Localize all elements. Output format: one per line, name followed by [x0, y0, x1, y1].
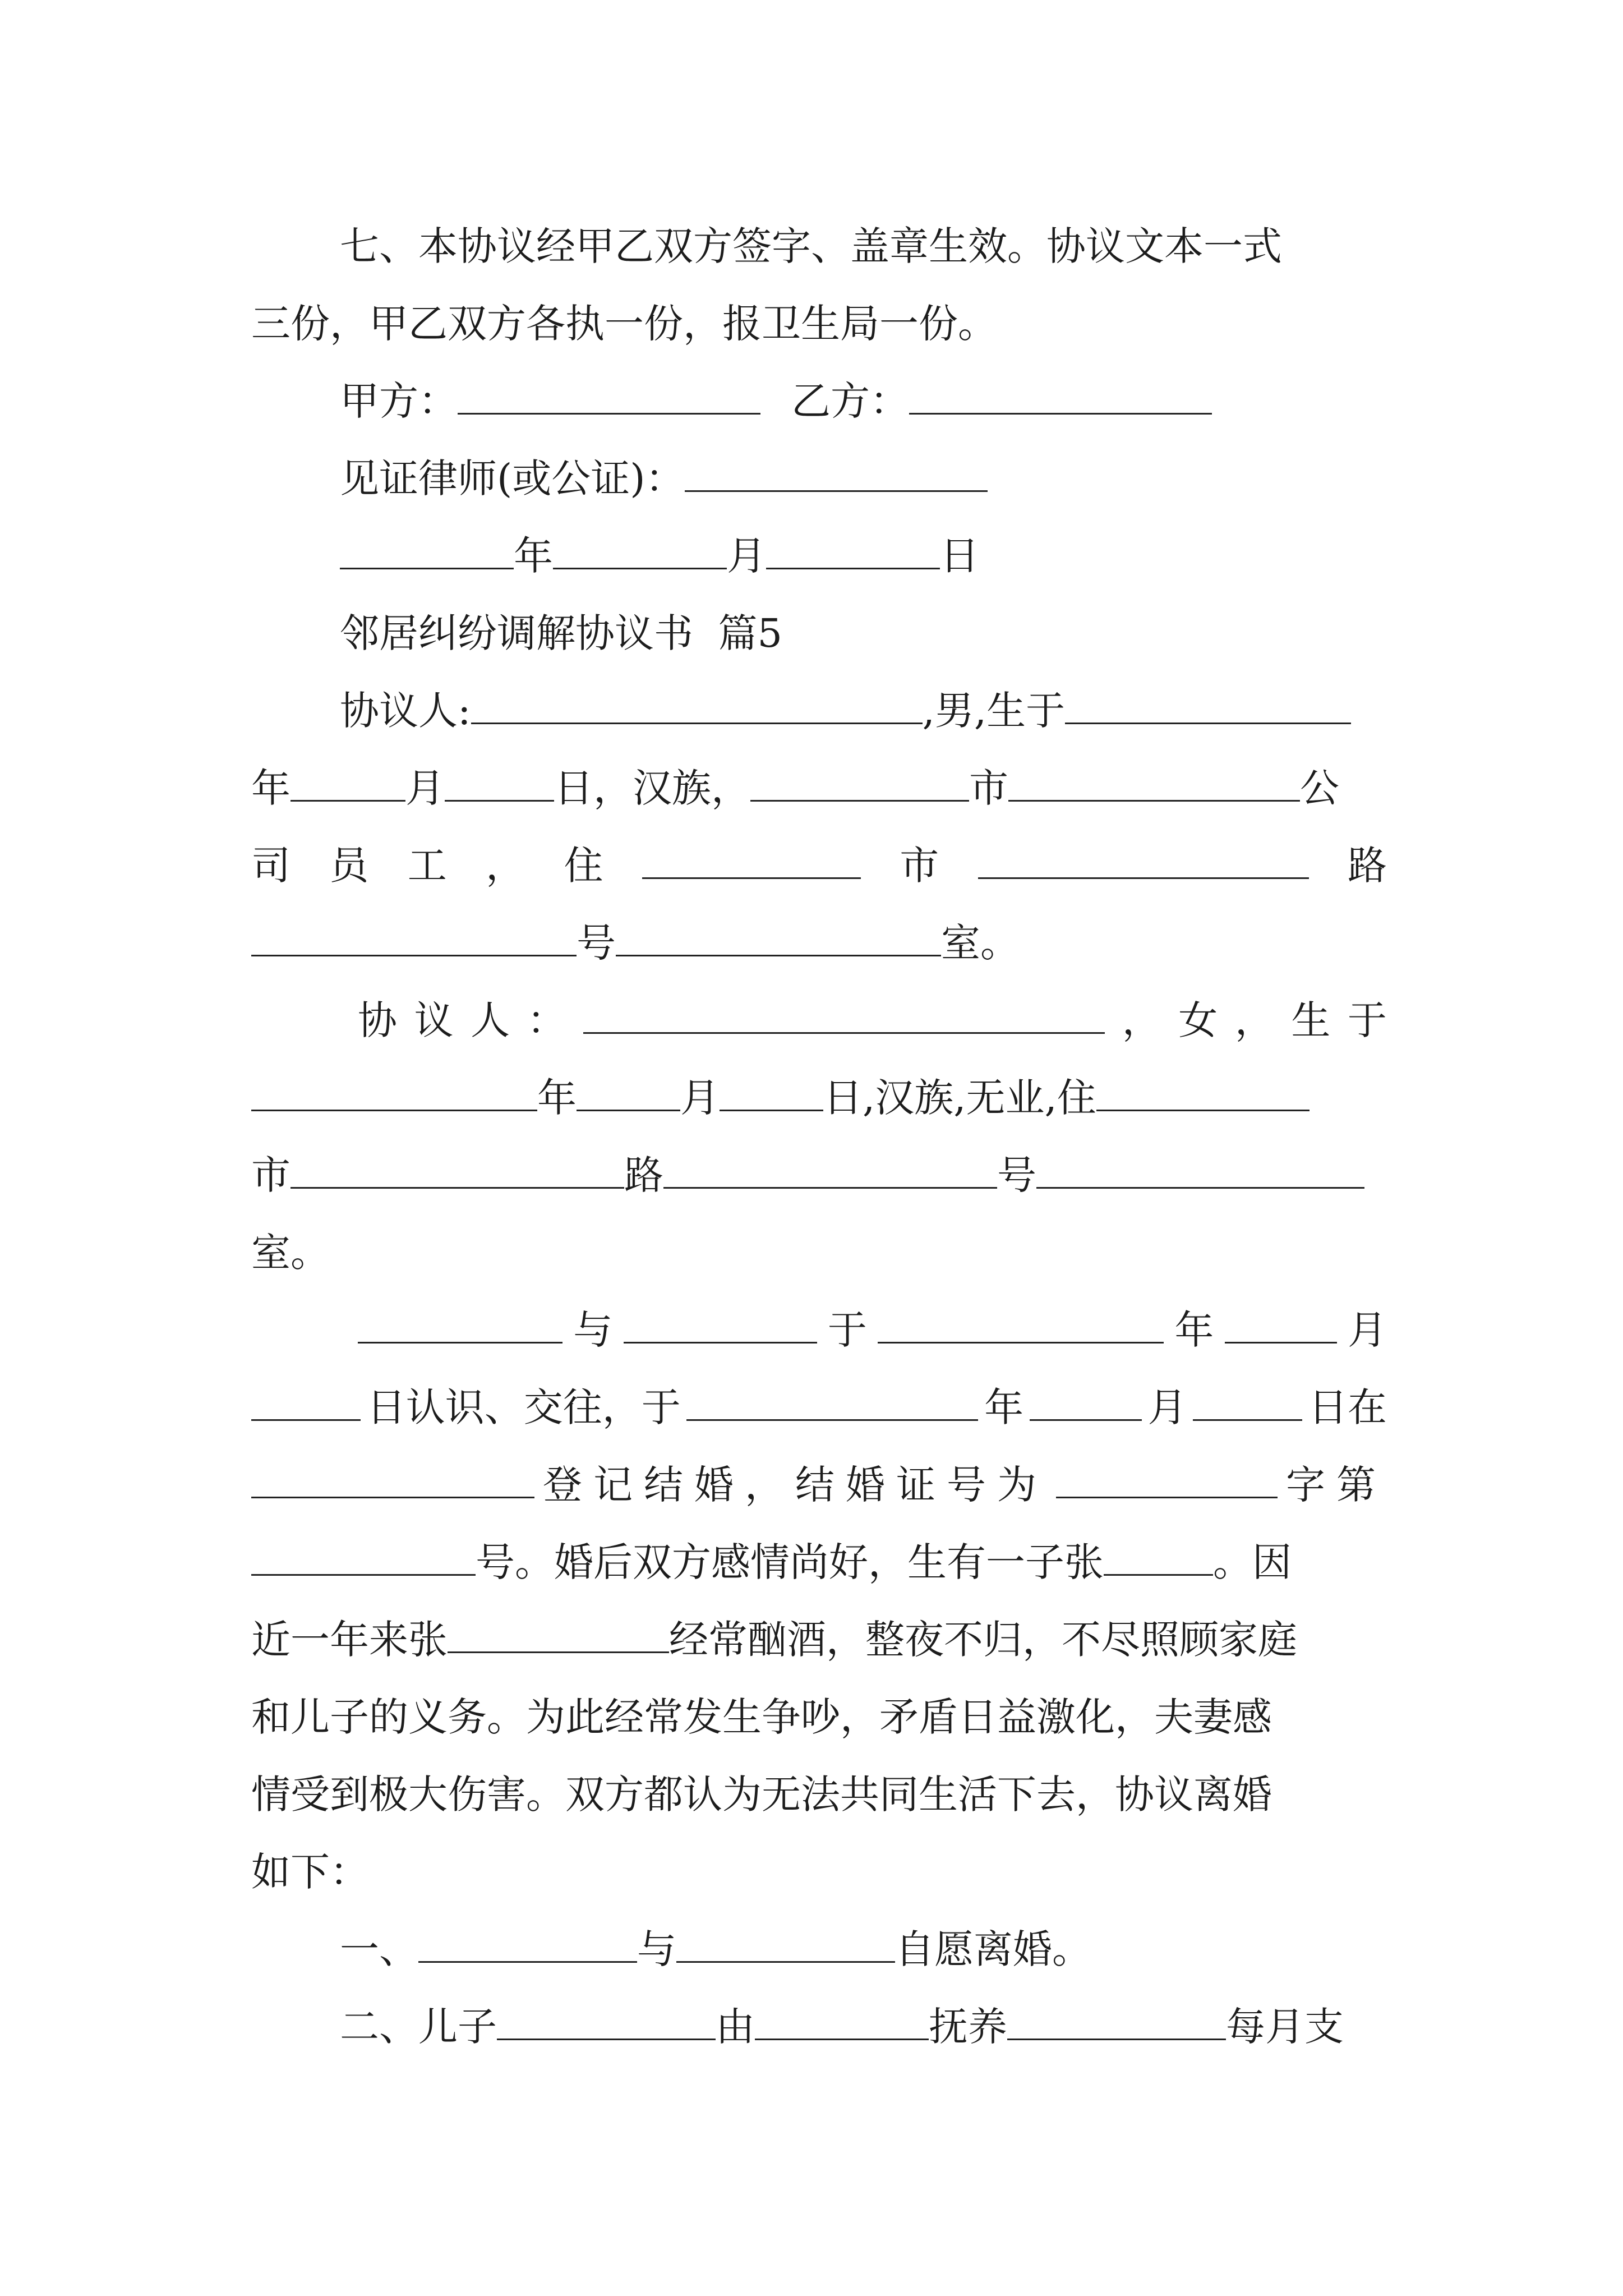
year-label: 年	[984, 1384, 1024, 1430]
char: 女	[1178, 997, 1218, 1043]
with-label: 与	[573, 1307, 613, 1353]
room-label: 室。	[251, 1230, 330, 1276]
char: ：	[527, 997, 566, 1043]
char: ，	[1122, 997, 1161, 1043]
number-label: 号	[997, 1152, 1036, 1198]
son-name-blank[interactable]	[1104, 1537, 1213, 1576]
text: 二、儿子	[340, 2004, 497, 2050]
cert-number-blank[interactable]	[251, 1537, 476, 1576]
text: 和儿子的义务。为此经常发生争吵，矛盾日益激化，夫妻感	[251, 1694, 1272, 1740]
party-b-blank[interactable]	[909, 376, 1212, 415]
number-label: 号	[577, 920, 616, 966]
room-label: 室。	[941, 920, 1020, 966]
party1-name-blank[interactable]	[471, 685, 923, 725]
item-two-line	[251, 1988, 1387, 2065]
number-blank[interactable]	[251, 918, 577, 957]
text: 一、	[340, 1926, 418, 1972]
road-label: 路	[1348, 843, 1387, 889]
residence-city-blank[interactable]	[642, 840, 861, 880]
road-blank[interactable]	[663, 1150, 997, 1189]
day-blank[interactable]	[720, 1073, 823, 1112]
char: 工	[407, 843, 447, 889]
party-a-label: 甲方：	[340, 378, 458, 424]
name-b-blank[interactable]	[624, 1305, 817, 1344]
text: 登记结婚，结婚证号为	[543, 1462, 1048, 1508]
body-line-5	[251, 1601, 1387, 1678]
witness-blank[interactable]	[685, 453, 988, 493]
text: 字第	[1286, 1462, 1387, 1508]
party1-label: 协议人:	[340, 688, 471, 734]
section-heading	[251, 595, 1387, 672]
body-line-8	[251, 1833, 1387, 1911]
number-blank[interactable]	[1036, 1150, 1364, 1189]
witness-line	[251, 440, 1387, 517]
marry-year-blank[interactable]	[686, 1382, 978, 1421]
clause-seven-line-1	[251, 208, 1387, 285]
body-line-6	[251, 1678, 1387, 1756]
text: 。因	[1213, 1539, 1292, 1585]
text: 经常酗酒，整夜不归，不尽照顾家庭	[669, 1617, 1297, 1663]
son-blank[interactable]	[497, 2001, 716, 2041]
month-label: 月	[1147, 1384, 1187, 1430]
party-b-label: 乙方：	[791, 378, 909, 424]
registry-blank[interactable]	[251, 1460, 534, 1499]
text: 近一年来张	[251, 1617, 448, 1663]
day-blank[interactable]	[445, 763, 554, 802]
residence-blank[interactable]	[1096, 1073, 1310, 1112]
month-label: 月	[727, 533, 766, 579]
guardian-blank[interactable]	[755, 2001, 929, 2041]
clause-seven-line-2	[251, 285, 1387, 362]
month-label: 月	[680, 1075, 720, 1121]
city-blank[interactable]	[291, 1150, 624, 1189]
party1-line-3	[251, 827, 1387, 904]
day-rest-label: 日,汉族,无业,住	[823, 1075, 1096, 1121]
city-label: 市	[900, 843, 939, 889]
body-line-4	[251, 1524, 1387, 1601]
char: 员	[329, 843, 369, 889]
party2-line-3	[251, 1137, 1387, 1214]
char: 住	[564, 843, 603, 889]
cert-prefix-blank[interactable]	[1056, 1460, 1278, 1499]
party2-name-blank[interactable]	[583, 995, 1105, 1034]
text: 如下：	[251, 1849, 369, 1895]
heading-text: 邻居纠纷调解协议书 篇5	[340, 610, 783, 656]
body-line-3	[251, 1446, 1387, 1524]
year-blank[interactable]	[340, 531, 514, 570]
char: ，	[1234, 997, 1274, 1043]
year-label: 年	[537, 1075, 577, 1121]
text: 每月支	[1226, 2004, 1344, 2050]
year-label: 年	[251, 765, 291, 811]
at-label: 于	[827, 1307, 867, 1353]
char: 协	[358, 997, 397, 1043]
text: 情受到极大伤害。双方都认为无法共同生活下去，协议离婚	[251, 1772, 1272, 1818]
name-a-blank[interactable]	[418, 1924, 637, 1963]
char: 于	[1347, 997, 1387, 1043]
body-line-1	[251, 1291, 1387, 1369]
char: 司	[251, 843, 291, 889]
name-b-blank[interactable]	[676, 1924, 895, 1963]
char: 生	[1291, 997, 1331, 1043]
text: 自愿离婚。	[895, 1926, 1091, 1972]
day-ethnic-label: 日，汉族，	[554, 765, 750, 811]
month-label: 月	[405, 765, 445, 811]
item-one-line	[251, 1911, 1387, 1988]
signature-parties-line	[251, 362, 1387, 440]
year-label: 年	[514, 533, 553, 579]
city-blank[interactable]	[750, 763, 969, 802]
char: ，	[486, 843, 525, 889]
payer-blank[interactable]	[1007, 2001, 1226, 2041]
day-blank[interactable]	[766, 531, 940, 570]
company-blank[interactable]	[1008, 763, 1300, 802]
name-a-blank[interactable]	[358, 1305, 562, 1344]
text: 由	[716, 2004, 755, 2050]
marry-month-blank[interactable]	[1030, 1382, 1142, 1421]
party1-birth-blank[interactable]	[1065, 685, 1351, 725]
body-line-2	[251, 1369, 1387, 1446]
document-page	[251, 208, 1387, 2065]
month-label: 月	[1347, 1307, 1387, 1353]
city-label: 市	[969, 765, 1008, 811]
birth-year-blank[interactable]	[251, 1073, 537, 1112]
marry-day-blank[interactable]	[1193, 1382, 1302, 1421]
company-char: 公	[1300, 765, 1339, 811]
char: 人	[471, 997, 510, 1043]
year-label: 年	[1174, 1307, 1214, 1353]
text: 日在	[1308, 1384, 1387, 1430]
month-blank[interactable]	[577, 1073, 680, 1112]
party1-line-2	[251, 749, 1387, 827]
meet-day-blank[interactable]	[251, 1382, 361, 1421]
party-a-blank[interactable]	[458, 376, 760, 415]
month-blank[interactable]	[553, 531, 727, 570]
room-blank[interactable]	[616, 918, 941, 957]
with-label: 与	[637, 1926, 676, 1972]
text: 抚养	[929, 2004, 1007, 2050]
body-line-7	[251, 1756, 1387, 1833]
road-blank[interactable]	[978, 840, 1309, 880]
party1-gender: ,男,生于	[922, 688, 1066, 734]
party1-line-1	[251, 672, 1387, 749]
date-line	[251, 517, 1387, 595]
char: 议	[414, 997, 454, 1043]
text: 日认识、交往，于	[366, 1384, 681, 1430]
party2-line-1	[251, 982, 1387, 1059]
party2-line-2	[251, 1059, 1387, 1137]
city-label: 市	[251, 1152, 291, 1198]
meet-year-blank[interactable]	[878, 1305, 1164, 1344]
witness-label: 见证律师(或公证)：	[340, 455, 685, 501]
text: 三份，甲乙双方各执一份，报卫生局一份。	[251, 301, 997, 347]
day-label: 日	[940, 533, 979, 579]
husband-name-blank[interactable]	[448, 1614, 669, 1654]
text: 号。婚后双方感情尚好，生有一子张	[476, 1539, 1104, 1585]
month-blank[interactable]	[291, 763, 405, 802]
meet-month-blank[interactable]	[1225, 1305, 1337, 1344]
party2-line-4	[251, 1214, 1387, 1291]
road-label: 路	[624, 1152, 663, 1198]
text: 七、本协议经甲乙双方签字、盖章生效。协议文本一式	[340, 223, 1282, 269]
party1-line-4	[251, 904, 1387, 982]
